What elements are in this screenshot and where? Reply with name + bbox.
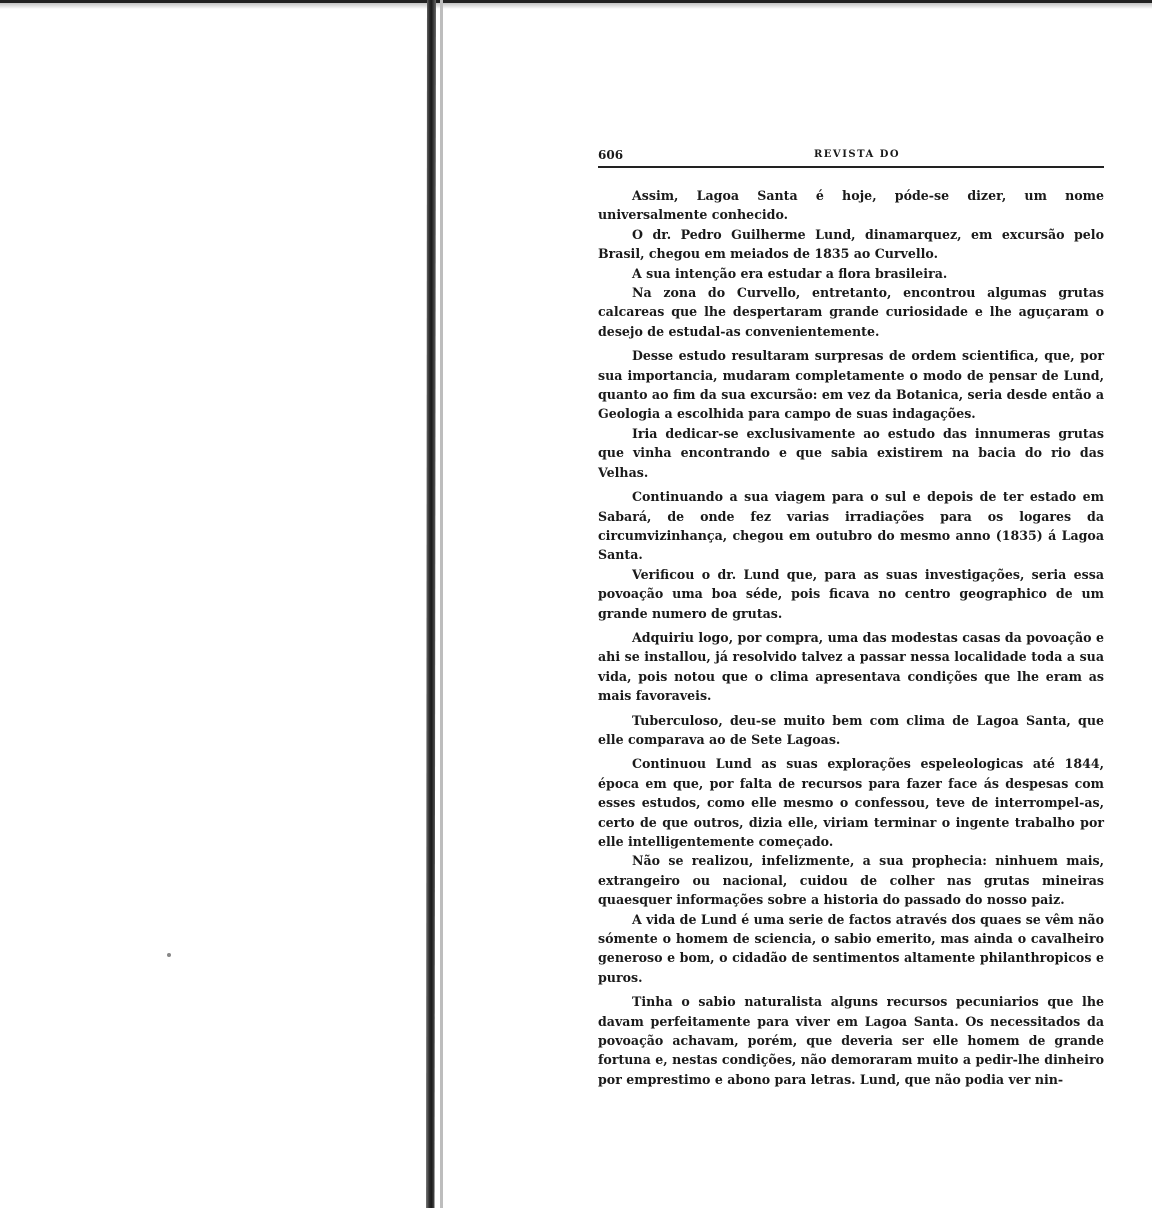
header-rule	[598, 166, 1104, 168]
running-head	[598, 146, 1104, 166]
paragraph: Adquiriu logo, por compra, uma das modestas casas da povoação e ahi se installou, já resolvido talvez a passar nessa localidade toda a sua vida, pois notou que o clima apresentava condições que lhe eram as mais favoraveis.	[598, 629, 1104, 704]
book-page	[598, 146, 1104, 1089]
running-title: REVISTA DO	[814, 149, 901, 160]
paragraph: Não se realizou, infelizmente, a sua prophecia: ninhuem mais, extrangeiro ou nacional, cuidou de colher nas grutas mineiras quaesquer informações sobre a historia do passado do nosso paiz.	[598, 853, 1104, 908]
paragraph: A sua intenção era estudar a flora brasileira.	[632, 265, 948, 281]
binding-gutter	[426, 0, 436, 1208]
paragraph: Continuando a sua viagem para o sul e depois de ter estado em Sabará, de onde fez varias irradiações para os logares da circumvizinhança, chegou em outubro do mesmo anno (1835) á Lagoa Santa.	[598, 489, 1104, 563]
paragraph: A vida de Lund é uma serie de factos através dos quaes se vêm não sómente o homem de sciencia, o sabio emerito, mas ainda o cavalheiro generoso e bom, o cidadão de sentimentos altamente philanthropicos e puros.	[598, 911, 1104, 985]
book-binding-shadow	[416, 0, 446, 1208]
paragraph: Na zona do Curvello, entretanto, encontrou algumas grutas calcareas que lhe despertaram grande curiosidade e lhe aguçaram o desejo de estudal-as convenientemente.	[598, 285, 1104, 339]
paragraph: O dr. Pedro Guilherme Lund, dinamarquez, em excursão pelo Brasil, chegou em meiados de 1835 ao Curvello.	[598, 226, 1104, 262]
paragraph: Tuberculoso, deu-se muito bem com clima de Lagoa Santa, que elle comparava ao de Sete Lagoas.	[598, 712, 1104, 747]
paragraph: Desse estudo resultaram surpresas de ordem scientifica, que, por sua importancia, mudaram completamente o modo de pensar de Lund, quanto ao fim da sua excursão: em vez da Botanica, seria desde então a Geologia a escolhida para campo de suas indagações.	[598, 348, 1104, 422]
binding-edge	[440, 0, 443, 1208]
paragraph: Tinha o sabio naturalista alguns recursos pecuniarios que lhe davam perfeitamente para viver em Lagoa Santa. Os necessitados da povoação achavam, porém, que deveria ser elle homem de grande fortuna e, nestas condições, não demoraram muito a pedir-lhe dinheiro por emprestimo e abono para letras. Lund, que não podia ver nin-	[598, 994, 1104, 1087]
paragraph: Assim, Lagoa Santa é hoje, póde-se dizer, um nome universalmente conhecido.	[598, 188, 1104, 223]
paragraph: Iria dedicar-se exclusivamente ao estudo das innumeras grutas que vinha encontrando e que sabia existirem na bacia do rio das Velhas.	[598, 425, 1104, 480]
paragraph: Continuou Lund as suas explorações espeleologicas até 1844, época em que, por falta de recursos para fazer face ás despesas com esses estudos, como elle mesmo o confessou, teve de interrompel-as, certo de que outros, dizia elle, viriam terminar o ingente trabalho por elle intelligentemente começado.	[598, 756, 1104, 849]
paragraph: Verificou o dr. Lund que, para as suas investigações, seria essa povoação uma boa séde, pois ficava no centro geographico de um grande numero de grutas.	[598, 566, 1104, 621]
body-text	[598, 186, 1104, 1089]
scan-top-shade	[0, 3, 1152, 9]
page-number: 606	[598, 148, 624, 162]
scan-dust-speck	[167, 953, 171, 957]
